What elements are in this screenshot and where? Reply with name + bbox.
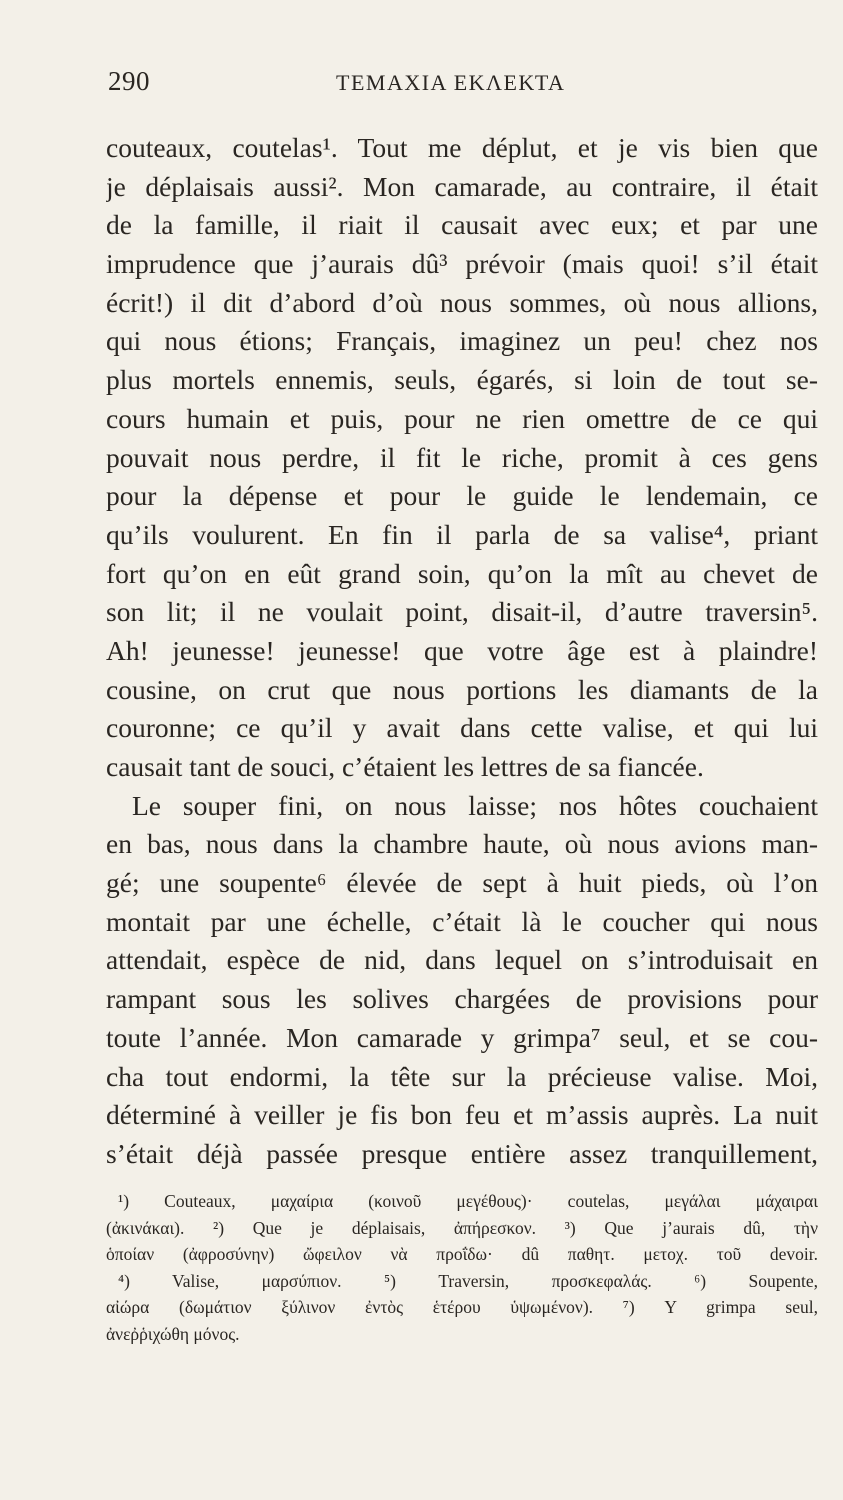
text-line: en bas, nous dans la chambre haute, où nous avions man- bbox=[106, 828, 818, 860]
text-line: pour la dépense et pour le guide le lendemain, ce bbox=[106, 480, 818, 512]
text-line: qu’ils voulurent. En fin il parla de sa valise⁴, priant bbox=[106, 518, 818, 550]
footnotes bbox=[106, 1188, 818, 1347]
text-line: déterminé à veiller je fis bon feu et m’assis auprès. La nuit bbox=[106, 1099, 818, 1131]
text-line: pouvait nous perdre, il fit le riche, promit à ces gens bbox=[106, 441, 818, 473]
page-number: 290 bbox=[108, 66, 150, 96]
main-text bbox=[106, 129, 818, 1174]
text-line: imprudence que j’aurais dû³ prévoir (mais quoi! s’il était bbox=[106, 248, 818, 280]
text-line: Ah! jeunesse! jeunesse! que votre âge est à plaindre! bbox=[106, 634, 818, 666]
text-line: montait par une échelle, c’était là le coucher qui nous bbox=[106, 905, 818, 937]
text-line: attendait, espèce de nid, dans lequel on s’introduisait en bbox=[106, 944, 818, 976]
footnote-line: ἀνεῤῥιχώθη μόνος. bbox=[106, 1323, 240, 1344]
running-title: ΤΕΜΑΧΙΑ ΕΚΛΕΚΤΑ bbox=[336, 70, 566, 95]
text-line: fort qu’on en eût grand soin, qu’on la mît au chevet de bbox=[106, 557, 818, 589]
page-header bbox=[108, 66, 820, 106]
text-line: toute l’année. Mon camarade y grimpa⁷ seul, et se cou- bbox=[106, 1021, 818, 1053]
text-line: je déplaisais aussi². Mon camarade, au contraire, il était bbox=[106, 170, 818, 202]
footnote-line: ὁποίαν (ἀφροσύνην) ὤφειλον νὰ προΐδω· dû παθητ. μετοχ. τοῦ devoir. bbox=[106, 1244, 818, 1264]
text-line: couronne; ce qu’il y avait dans cette valise, et qui lui bbox=[106, 712, 818, 744]
text-line: plus mortels ennemis, seuls, égarés, si loin de tout se- bbox=[106, 364, 818, 396]
text-line: couteaux, coutelas¹. Tout me déplut, et je vis bien que bbox=[106, 132, 818, 163]
footnote-line: (ἀκινάκαι). ²) Que je déplaisais, ἀπήρεσκον. ³) Que j’aurais dû, τὴν bbox=[106, 1217, 818, 1238]
text-line: Le souper fini, on nous laisse; nos hôtes couchaient bbox=[132, 789, 818, 821]
text-line: son lit; il ne voulait point, disait-il, d’autre traversin⁵. bbox=[106, 596, 818, 628]
text-line: gé; une soupente⁶ élevée de sept à huit pieds, où l’on bbox=[106, 867, 818, 899]
text-line: s’était déjà passée presque entière assez tranquillement, bbox=[106, 1137, 818, 1169]
text-line: cha tout endormi, la tête sur la précieuse valise. Moi, bbox=[106, 1060, 818, 1092]
text-line: cousine, on crut que nous portions les diamants de la bbox=[106, 673, 818, 705]
text-line: cours humain et puis, pour ne rien omettre de ce qui bbox=[106, 402, 818, 434]
text-line: de la famille, il riait il causait avec eux; et par une bbox=[106, 209, 818, 241]
text-line: qui nous étions; Français, imaginez un peu! chez nos bbox=[106, 325, 818, 357]
footnote-line: ¹) Couteaux, μαχαίρια (κοινοῦ μεγέθους)· coutelas, μεγάλαι μάχαιραι bbox=[118, 1191, 818, 1211]
text-line: rampant sous les solives chargées de provisions pour bbox=[106, 983, 818, 1015]
text-line: écrit!) il dit d’abord d’où nous sommes, où nous allions, bbox=[106, 286, 818, 318]
footnote-line: αἰώρα (δωμάτιον ξύλινον ἐντὸς ἑτέρου ὑψωμένον). ⁷) Y grimpa seul, bbox=[106, 1297, 818, 1317]
text-line: causait tant de souci, c’étaient les lettres de sa fiancée. bbox=[106, 751, 704, 782]
footnote-line: ⁴) Valise, μαρσύπιον. ⁵) Traversin, προσκεφαλάς. ⁶) Soupente, bbox=[118, 1270, 818, 1291]
